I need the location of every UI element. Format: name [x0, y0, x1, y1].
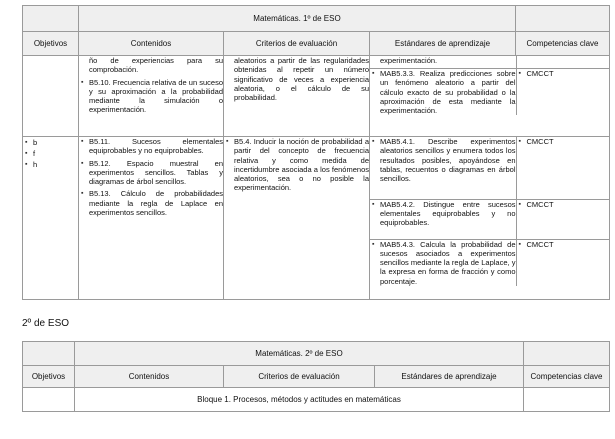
objetivos-cell — [23, 137, 79, 300]
competencia-list — [517, 69, 611, 78]
estandar-list — [370, 137, 516, 183]
col-header-estandares: Estándares de aprendizaje — [370, 32, 516, 56]
estandares-competencias-cell — [370, 137, 610, 300]
contenido-continuation: ño de experiencias para su comprobación. — [89, 56, 223, 75]
estandar-cell — [370, 137, 516, 199]
bloque-heading: Bloque 1. Procesos, métodos y actitudes en matemáticas — [75, 388, 524, 412]
list-item: ▪ f — [23, 148, 78, 159]
estandares-subtable — [370, 137, 610, 286]
competencia-cell — [516, 239, 610, 286]
competencia-badge: ▪ CMCCT — [517, 69, 611, 78]
col-header-competencias: Competencias clave — [516, 32, 610, 56]
competencia-badge: ▪ CMCCT — [517, 240, 611, 249]
contenidos-list — [79, 137, 223, 217]
col-header-estandares: Estándares de aprendizaje — [375, 366, 524, 388]
competencia-badge: ▪ CMCCT — [517, 200, 611, 209]
list-item: ▪ B5.13. Cálculo de probabilidades mediante la regla de Laplace en experimentos sencillos. — [79, 189, 223, 217]
criterios-list — [224, 137, 369, 193]
col-header-objetivos: Objetivos — [23, 366, 75, 388]
list-item: ▪ B5.12. Espacio muestral en experimentos sencillos. Tablas y diagramas de árbol sencillos. — [79, 159, 223, 187]
criterios-cell — [224, 137, 370, 300]
estandar-list — [370, 69, 516, 115]
estandares-competencias-cell — [370, 56, 610, 137]
competencia-cell — [516, 137, 610, 199]
header-blank-cell — [23, 6, 79, 32]
competencia-list — [517, 137, 611, 146]
section-heading: 2º de ESO — [22, 318, 70, 329]
table-title: Matemáticas. 1º de ESO — [79, 6, 516, 32]
competencia-badge: ▪ CMCCT — [517, 137, 611, 146]
col-header-competencias: Competencias clave — [524, 366, 610, 388]
col-header-contenidos: Contenidos — [79, 32, 224, 56]
col-header-contenidos: Contenidos — [75, 366, 224, 388]
list-item: ▪ h — [23, 159, 78, 170]
list-item: ▪ B5.4. Inducir la noción de probabilidad a partir del concepto de frecuencia relativa y como medida de incertidumbre asociada a los fenómenos aleatorios, sea o no posible la experimentación. — [224, 137, 369, 193]
header-blank-cell — [524, 342, 610, 366]
curriculum-table-2 — [22, 341, 610, 412]
estandar-cell — [370, 69, 516, 116]
criterio-continuation: aleatorios a partir de las regularidades obtenidas al repetir un número significativo de veces a experiencia aleatoria, o el cálculo de su probabilidad. — [234, 56, 369, 103]
objetivos-list — [23, 137, 78, 170]
curriculum-table-1 — [22, 5, 610, 300]
competencia-cell — [524, 388, 610, 412]
list-item: ▪ B5.11. Sucesos elementales equiprobables y no equiprobables. — [79, 137, 223, 156]
estandar-cell — [370, 56, 516, 69]
col-header-objetivos: Objetivos — [23, 32, 79, 56]
objetivos-cell — [23, 56, 79, 137]
contenidos-cell — [79, 137, 224, 300]
estandar-continuation: experimentación. — [380, 56, 438, 65]
col-header-criterios: Criterios de evaluación — [224, 32, 370, 56]
estandar-list — [370, 200, 516, 228]
competencia-list — [517, 200, 611, 209]
competencia-cell — [516, 56, 610, 69]
list-item: ▪ MAB5.4.3. Calcula la probabilidad de sucesos asociados a experimentos sencillos mediante la regla de Laplace, y la expresa en forma de fracción y como porcentaje. — [370, 240, 516, 286]
estandar-cell — [370, 199, 516, 239]
list-item: ▪ MAB5.4.1. Describe experimentos aleatorios sencillos y enumera todos los resultados posibles, apoyándose en tablas, recuentos o diagramas en árbol sencillos. — [370, 137, 516, 183]
list-item: ▪ b — [23, 137, 78, 148]
list-item: ▪ B5.10. Frecuencia relativa de un suceso y su aproximación a la probabilidad mediante la simulación o experimentación. — [79, 78, 223, 115]
competencia-cell — [516, 199, 610, 239]
estandar-cell — [370, 239, 516, 286]
competencia-cell — [516, 69, 610, 116]
table-row — [23, 137, 610, 300]
col-header-criterios: Criterios de evaluación — [224, 366, 375, 388]
contenidos-cell — [79, 56, 224, 137]
list-item: ▪ MAB5.3.3. Realiza predicciones sobre un fenómeno aleatorio a partir del cálculo exacto de su probabilidad o la aproximación de esta mediante la experimentación. — [370, 69, 516, 115]
competencia-list — [517, 240, 611, 249]
contenidos-list — [79, 78, 223, 115]
estandar-list — [370, 240, 516, 286]
criterios-cell — [224, 56, 370, 137]
estandares-subtable — [370, 56, 610, 115]
objetivos-cell — [23, 388, 75, 412]
list-item: ▪ MAB5.4.2. Distingue entre sucesos elementales equiprobables y no equiprobables. — [370, 200, 516, 228]
table-title: Matemáticas. 2º de ESO — [75, 342, 524, 366]
header-blank-cell — [516, 6, 610, 32]
table-row — [23, 56, 610, 137]
header-blank-cell — [23, 342, 75, 366]
